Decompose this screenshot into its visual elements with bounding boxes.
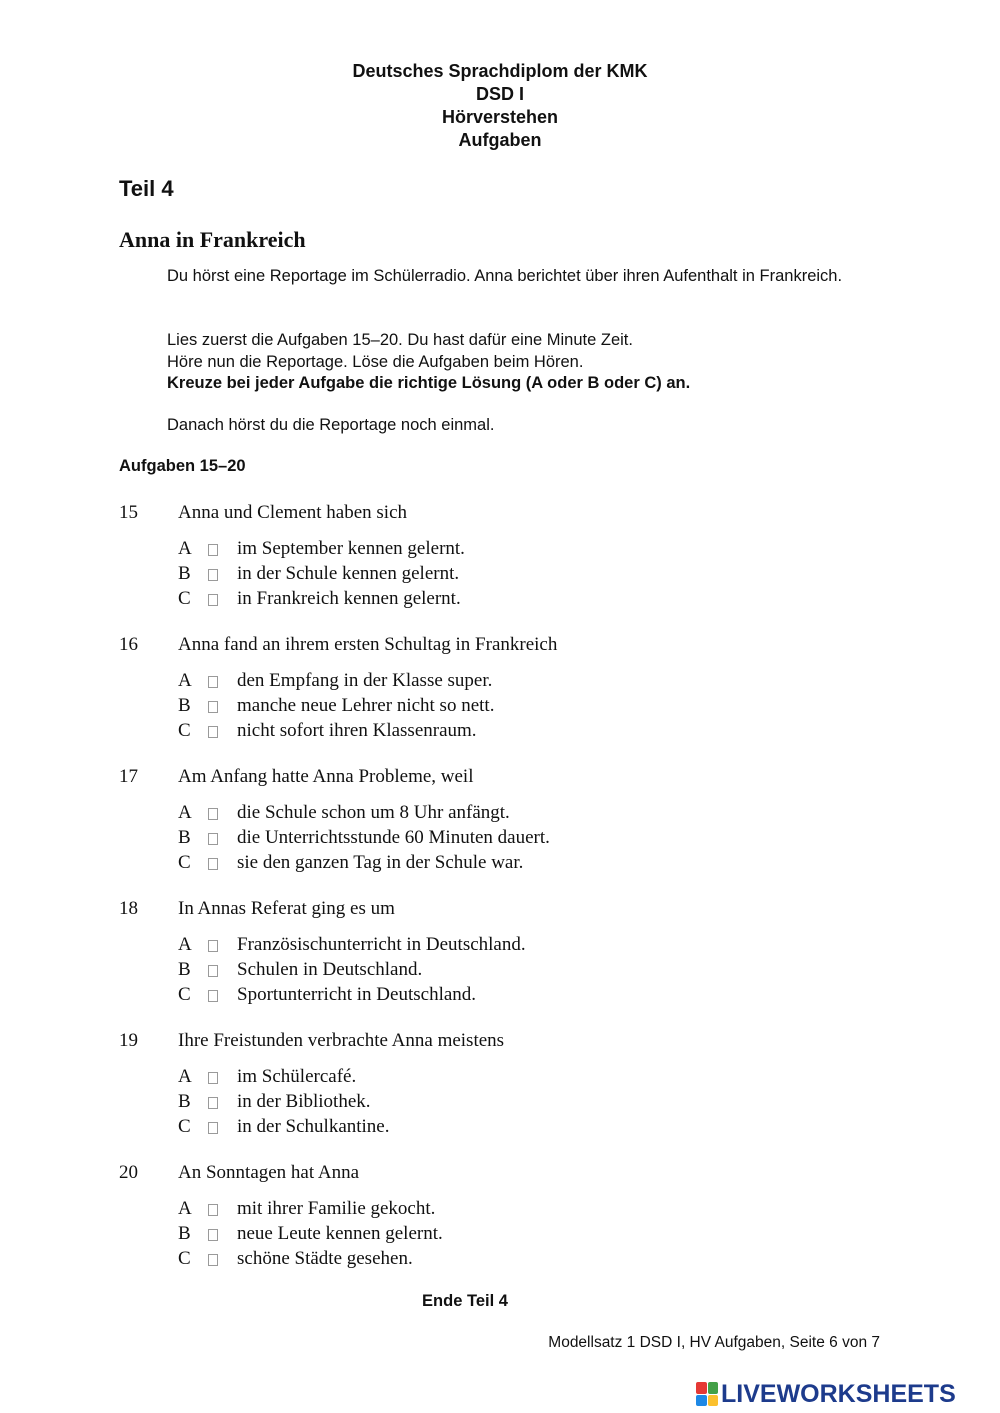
answer-option-b[interactable] (178, 1223, 778, 1248)
option-letter: A (178, 934, 192, 955)
option-text: in der Schule kennen gelernt. (237, 562, 460, 584)
part-title: Teil 4 (119, 176, 174, 201)
instruction-line-bold: Kreuze bei jeder Aufgabe die richtige Lösung (A oder B oder C) an. (167, 374, 691, 392)
question-number: 20 (119, 1162, 138, 1183)
instruction-paragraph-1: Du hörst eine Reportage im Schülerradio. Anna berichtet über ihren Aufenthalt in Frankreich. (167, 267, 843, 285)
option-letter: B (178, 826, 191, 848)
answer-checkbox[interactable] (208, 833, 218, 845)
option-text: den Empfang in der Klasse super. (237, 670, 493, 691)
question-text: An Sonntagen hat Anna (178, 1162, 360, 1183)
answer-option-c[interactable] (178, 984, 778, 1009)
answer-option-b[interactable] (178, 1091, 778, 1116)
instruction-line: Höre nun die Reportage. Löse die Aufgaben beim Hören. (167, 352, 584, 371)
option-letter: B (178, 1222, 191, 1244)
instruction-paragraph-3: Danach hörst du die Reportage noch einmal. (167, 416, 495, 434)
option-text: Französischunterricht in Deutschland. (237, 934, 526, 955)
option-letter: C (178, 719, 191, 741)
answer-checkbox[interactable] (208, 594, 218, 606)
answer-checkbox[interactable] (208, 1072, 218, 1084)
question-number: 17 (119, 766, 138, 787)
question-18 (119, 898, 879, 1005)
option-text: im Schülercafé. (237, 1066, 357, 1087)
answer-checkbox[interactable] (208, 701, 218, 713)
answer-option-b[interactable] (178, 695, 778, 720)
header-line-4: Aufgaben (458, 130, 542, 150)
answer-option-a[interactable] (178, 1198, 778, 1223)
option-letter: C (178, 851, 191, 873)
question-text: Anna und Clement haben sich (178, 502, 408, 523)
section-title: Anna in Frankreich (119, 227, 306, 252)
question-text: Anna fand an ihrem ersten Schultag in Frankreich (178, 634, 558, 655)
logo-text: LIVEWORKSHEETS (721, 1379, 956, 1408)
option-letter: A (178, 1198, 192, 1219)
question-number: 16 (119, 634, 138, 655)
option-letter: C (178, 587, 191, 609)
answer-checkbox[interactable] (208, 990, 218, 1002)
answer-checkbox[interactable] (208, 676, 218, 688)
option-text: Schulen in Deutschland. (237, 958, 423, 980)
question-19 (119, 1030, 879, 1137)
option-letter: A (178, 670, 192, 691)
answer-checkbox[interactable] (208, 1229, 218, 1241)
document-header (0, 60, 1000, 152)
option-text: mit ihrer Familie gekocht. (237, 1198, 436, 1219)
question-17 (119, 766, 879, 873)
instruction-line: Lies zuerst die Aufgaben 15–20. Du hast dafür eine Minute Zeit. (167, 331, 633, 349)
answer-checkbox[interactable] (208, 1254, 218, 1266)
option-text: manche neue Lehrer nicht so nett. (237, 694, 495, 716)
question-20 (119, 1162, 879, 1269)
question-text: Am Anfang hatte Anna Probleme, weil (178, 766, 474, 787)
option-text: in Frankreich kennen gelernt. (237, 587, 461, 609)
option-text: nicht sofort ihren Klassenraum. (237, 719, 477, 741)
answer-options (178, 934, 778, 1008)
question-number: 15 (119, 502, 138, 523)
option-text: in der Bibliothek. (237, 1090, 371, 1112)
answer-option-b[interactable] (178, 563, 778, 588)
question-16 (119, 634, 879, 741)
answer-checkbox[interactable] (208, 808, 218, 820)
option-text: Sportunterricht in Deutschland. (237, 983, 477, 1005)
answer-option-a[interactable] (178, 670, 778, 695)
option-text: die Schule schon um 8 Uhr anfängt. (237, 802, 510, 823)
answer-option-c[interactable] (178, 588, 778, 613)
answer-option-a[interactable] (178, 802, 778, 827)
answer-option-b[interactable] (178, 827, 778, 852)
option-letter: A (178, 538, 192, 559)
option-text: die Unterrichtsstunde 60 Minuten dauert. (237, 826, 550, 848)
answer-options (178, 670, 778, 744)
answer-checkbox[interactable] (208, 940, 218, 952)
answer-checkbox[interactable] (208, 569, 218, 581)
option-text: in der Schulkantine. (237, 1115, 390, 1137)
answer-options (178, 1066, 778, 1140)
answer-checkbox[interactable] (208, 1122, 218, 1134)
option-letter: B (178, 958, 191, 980)
answer-option-c[interactable] (178, 720, 778, 745)
answer-checkbox[interactable] (208, 544, 218, 556)
page-footer: Modellsatz 1 DSD I, HV Aufgaben, Seite 6 von 7 (548, 1334, 880, 1351)
question-number: 19 (119, 1030, 138, 1051)
liveworksheets-logo (696, 1379, 956, 1409)
answer-checkbox[interactable] (208, 726, 218, 738)
header-line-1: Deutsches Sprachdiplom der KMK (352, 61, 648, 81)
option-letter: C (178, 1247, 191, 1269)
answer-option-c[interactable] (178, 852, 778, 877)
answer-options (178, 1198, 778, 1272)
answer-option-c[interactable] (178, 1116, 778, 1141)
tasks-heading: Aufgaben 15–20 (119, 457, 246, 475)
option-letter: C (178, 983, 191, 1005)
question-number: 18 (119, 898, 138, 919)
answer-checkbox[interactable] (208, 858, 218, 870)
answer-option-a[interactable] (178, 538, 778, 563)
question-15 (119, 502, 879, 609)
answer-checkbox[interactable] (208, 1204, 218, 1216)
answer-option-c[interactable] (178, 1248, 778, 1273)
option-letter: B (178, 562, 191, 584)
option-letter: B (178, 1090, 191, 1112)
end-of-part-label: Ende Teil 4 (422, 1292, 508, 1310)
option-text: schöne Städte gesehen. (237, 1247, 413, 1269)
answer-option-a[interactable] (178, 934, 778, 959)
answer-option-a[interactable] (178, 1066, 778, 1091)
option-text: im September kennen gelernt. (237, 538, 465, 559)
instruction-paragraph-2 (167, 330, 867, 395)
answer-options (178, 802, 778, 876)
option-letter: B (178, 694, 191, 716)
answer-checkbox[interactable] (208, 965, 218, 977)
question-text: Ihre Freistunden verbrachte Anna meistens (178, 1030, 505, 1051)
header-line-2: DSD I (475, 84, 524, 104)
option-text: sie den ganzen Tag in der Schule war. (237, 851, 524, 873)
answer-checkbox[interactable] (208, 1097, 218, 1109)
option-letter: A (178, 802, 192, 823)
option-letter: A (178, 1066, 192, 1087)
answer-options (178, 538, 778, 612)
header-line-3: Hörverstehen (441, 107, 559, 127)
option-letter: C (178, 1115, 191, 1137)
answer-option-b[interactable] (178, 959, 778, 984)
question-text: In Annas Referat ging es um (178, 898, 395, 919)
logo-mark-icon (696, 1382, 718, 1406)
option-text: neue Leute kennen gelernt. (237, 1222, 443, 1244)
